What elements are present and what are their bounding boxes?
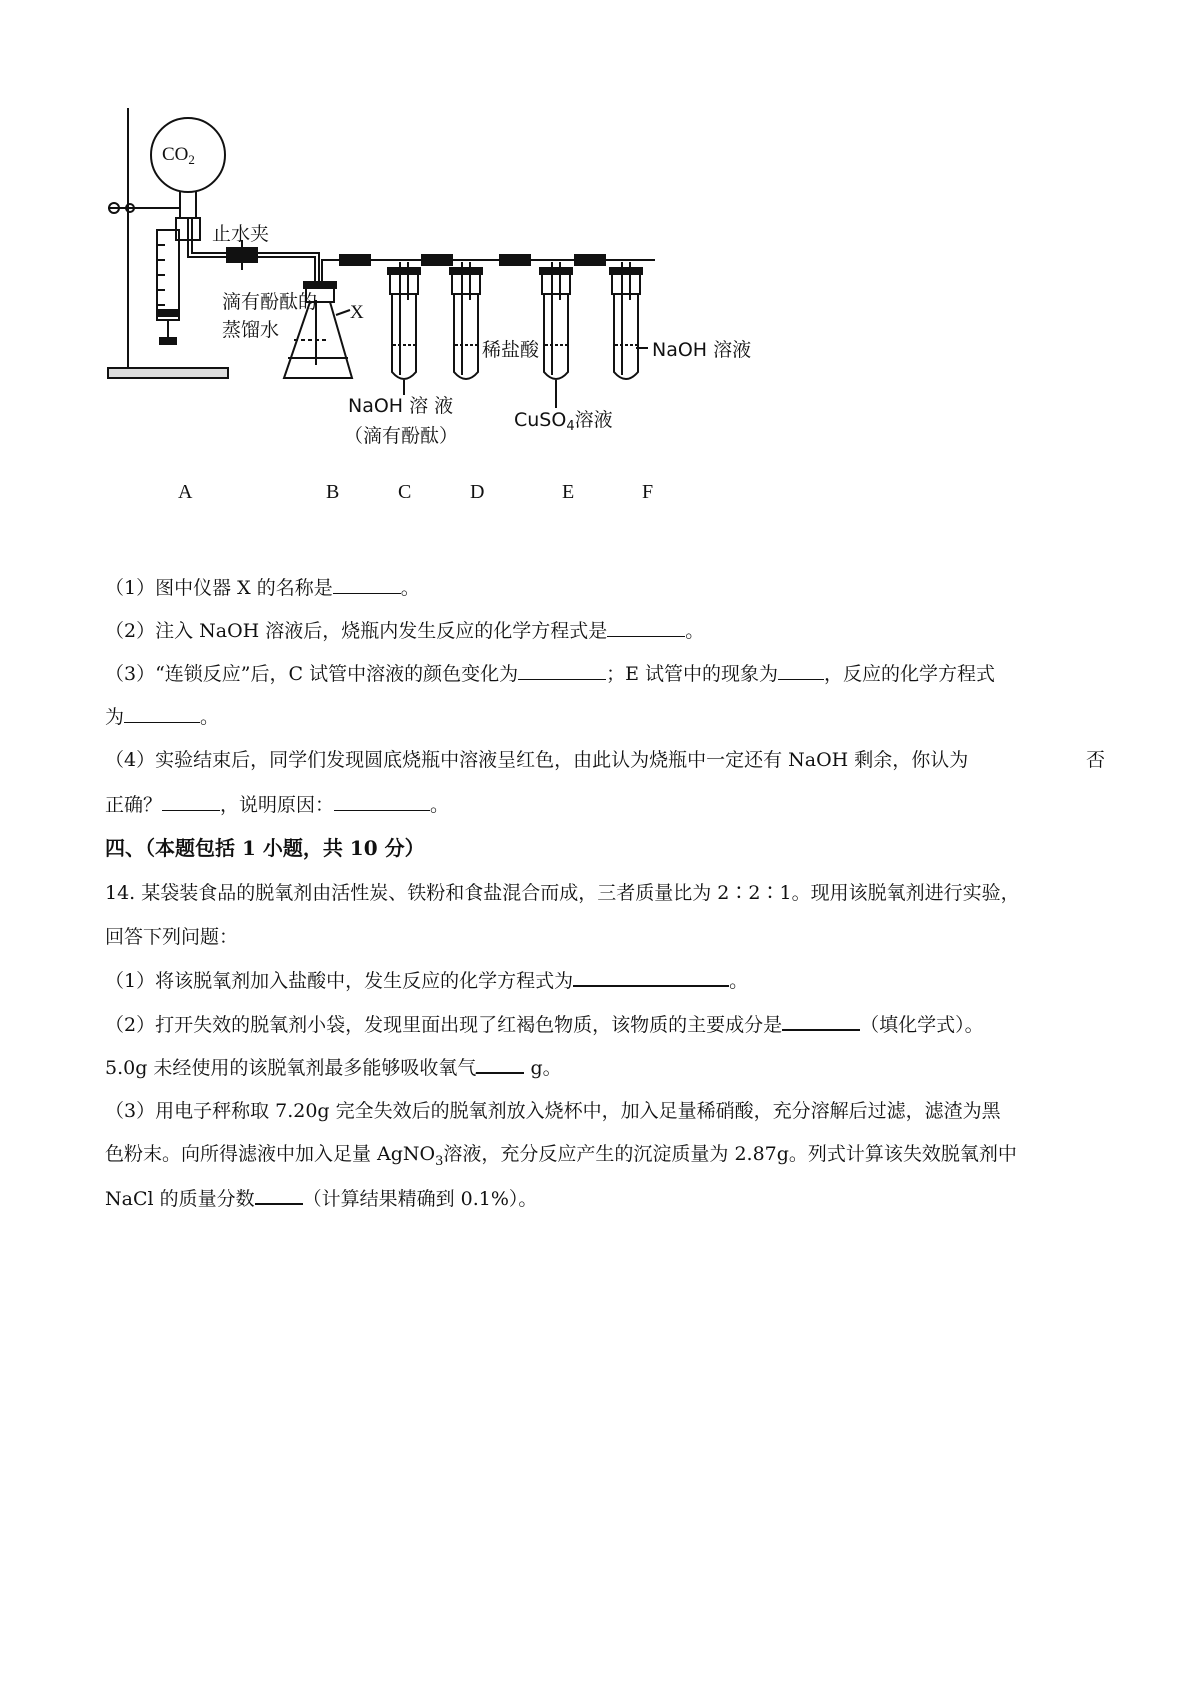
label-c: C [398, 481, 412, 503]
label-e: E [562, 481, 575, 503]
label-f: F [642, 481, 654, 503]
instrument-x-label: X [350, 302, 364, 323]
answer-blank[interactable] [124, 704, 200, 723]
flask-label-line1: 滴有酚酞的 [222, 291, 318, 313]
tube-d-label: 稀盐酸 [482, 339, 540, 361]
answer-blank[interactable] [573, 967, 729, 987]
q13-part4-cont: 正确？ ，说明原因： 。 [105, 794, 450, 816]
answer-blank[interactable] [162, 792, 220, 811]
section-heading: 四、（本题包括 1 小题，共 10 分） [105, 836, 425, 860]
q13-part3: （3）“连锁反应”后，C 试管中溶液的颜色变化为 ；E 试管中的现象为 ，反应的化学方程式 [105, 663, 996, 685]
answer-blank[interactable] [782, 1011, 860, 1031]
flask-label-line2: 蒸馏水 [222, 319, 280, 341]
answer-blank[interactable] [333, 575, 401, 594]
q14-part1: （1）将该脱氧剂加入盐酸中，发生反应的化学方程式为 。 [105, 967, 1105, 994]
q14-part2-cont: 5.0g 未经使用的该脱氧剂最多能够吸收氧气 g。 [105, 1054, 1105, 1081]
q14-part2: （2）打开失效的脱氧剂小袋，发现里面出现了红褐色物质，该物质的主要成分是 （填化学式）。 [105, 1011, 1105, 1038]
answer-blank[interactable] [518, 661, 606, 680]
tube-c-label-line2: （滴有酚酞） [344, 425, 459, 447]
svg-text:CuSO4溶液 [514, 409, 613, 434]
answer-blank[interactable] [778, 661, 824, 680]
label-a: A [178, 481, 193, 503]
stop-clamp-label: 止水夹 [212, 223, 270, 245]
q14-intro-line1: 14. 某袋装食品的脱氧剂由活性炭、铁粉和食盐混合而成，三者质量比为 2∶2∶1。现用该脱氧剂进行实验， [105, 882, 1020, 904]
q13-part3-cont: 为 。 [105, 706, 220, 728]
q13-part1: （1）图中仪器 X 的名称是 。 [105, 577, 420, 599]
q13-part4: （4）实验结束后，同学们发现圆底烧瓶中溶液呈红色，由此认为烧瓶中一定还有 NaOH 剩余，你认为 否 [105, 749, 1105, 771]
answer-blank[interactable] [255, 1185, 303, 1205]
label-b: B [326, 481, 340, 503]
svg-text:CO2 [162, 144, 195, 167]
q14-intro-line2: 回答下列问题： [105, 926, 239, 948]
q14-part3-line1: （3）用电子秤称取 7.20g 完全失效后的脱氧剂放入烧杯中，加入足量稀硝酸，充分溶解后过滤，滤渣为黑 [105, 1100, 1001, 1122]
tube-e-label-suffix: 溶液 [574, 409, 613, 431]
q14-part3-line2: 色粉末。向所得滤液中加入足量 AgNO$_3$溶液，充分反应产生的沉淀质量为 2.87g。列式计算该失效脱氧剂中 [105, 1143, 1017, 1169]
answer-blank[interactable] [476, 1054, 524, 1074]
q14-part3-line3: NaCl 的质量分数 （计算结果精确到 0.1%）。 [105, 1185, 1105, 1212]
tube-e-label: CuSO [514, 409, 567, 431]
tube-f-label: NaOH 溶液 [652, 339, 752, 361]
tube-e-label-subscript: 4 [566, 419, 575, 434]
label-d: D [470, 481, 485, 503]
answer-blank[interactable] [607, 618, 685, 637]
co2-label: CO [162, 144, 189, 165]
tube-c-label-line1: NaOH 溶 液 [348, 395, 454, 417]
answer-blank[interactable] [334, 792, 430, 811]
co2-subscript: 2 [188, 152, 195, 167]
q13-part2: （2）注入 NaOH 溶液后，烧瓶内发生反应的化学方程式是 。 [105, 620, 705, 642]
apparatus-diagram [100, 100, 860, 560]
